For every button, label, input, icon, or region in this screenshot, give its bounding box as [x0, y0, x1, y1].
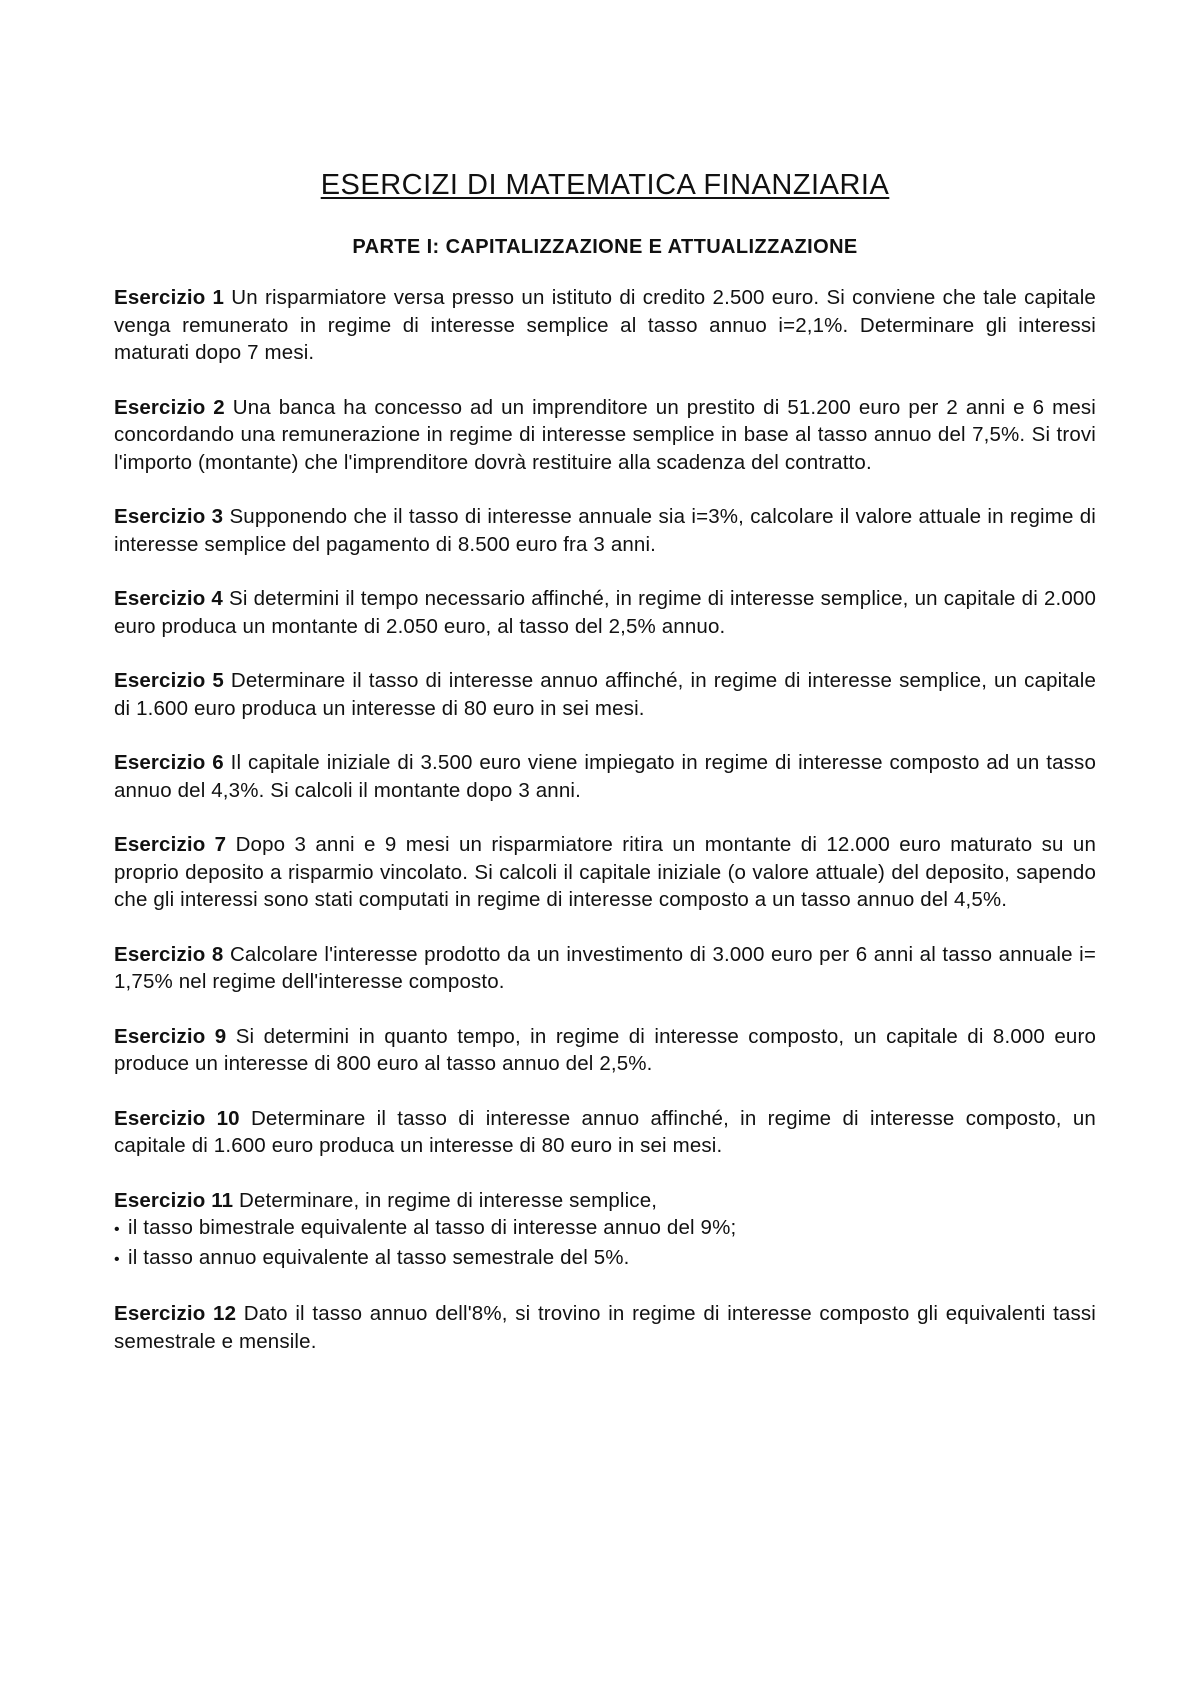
exercise-label: Esercizio 9	[114, 1024, 227, 1048]
exercise-7	[114, 831, 1096, 914]
exercise-label: Esercizio 2	[114, 395, 225, 419]
exercise-text: Determinare il tasso di interesse annuo affinché, in regime di interesse semplice, un capitale di 1.600 euro produca un interesse di 80 euro in sei mesi.	[114, 669, 1096, 720]
exercise-text: Dopo 3 anni e 9 mesi un risparmiatore ritira un montante di 12.000 euro maturato su un proprio deposito a risparmio vincolato. Si calcoli il capitale iniziale (o valore attuale) del deposito, sapendo che gli interessi sono stati computati in regime di interesse composto a un tasso annuo del 4,5%.	[114, 833, 1097, 911]
exercise-12	[114, 1300, 1096, 1355]
exercise-text: Si determini in quanto tempo, in regime di interesse composto, un capitale di 8.000 euro produce un interesse di 800 euro al tasso annuo del 2,5%.	[114, 1024, 1096, 1075]
list-item	[114, 1214, 1096, 1244]
exercise-1	[114, 284, 1096, 367]
document-title: ESERCIZI DI MATEMATICA FINANZIARIA	[320, 169, 890, 201]
exercise-text: Calcolare l'interesse prodotto da un investimento di 3.000 euro per 6 anni al tasso annuale i= 1,75% nel regime dell'interesse composto.	[114, 942, 1096, 993]
list-item-text: il tasso annuo equivalente al tasso semestrale del 5%.	[128, 1245, 630, 1269]
exercise-text: Supponendo che il tasso di interesse annuale sia i=3%, calcolare il valore attuale in regime di interesse semplice del pagamento di 8.500 euro fra 3 anni.	[114, 505, 1097, 556]
exercise-label: Esercizio 7	[114, 833, 227, 856]
exercise-label: Esercizio 4	[114, 587, 223, 610]
exercise-label: Esercizio 6	[114, 751, 224, 774]
exercise-text: Determinare il tasso di interesse annuo affinché, in regime di interesse composto, un capitale di 1.600 euro produca un interesse di 80 euro in sei mesi.	[114, 1106, 1096, 1157]
exercise-label: Esercizio 11	[114, 1188, 234, 1212]
exercise-10	[114, 1105, 1096, 1160]
exercise-4	[114, 585, 1096, 640]
exercise-text: Si determini il tempo necessario affinché, in regime di interesse semplice, un capitale di 2.000 euro produca un montante di 2.050 euro, al tasso del 2,5% annuo.	[114, 587, 1096, 638]
exercise-9	[114, 1023, 1096, 1078]
exercise-3	[114, 503, 1096, 558]
exercise-text: Il capitale iniziale di 3.500 euro viene impiegato in regime di interesse composto ad un tasso annuo del 4,3%. Si calcoli il montante dopo 3 anni.	[114, 751, 1096, 802]
exercise-label: Esercizio 8	[114, 942, 224, 966]
exercise-label: Esercizio 12	[114, 1302, 237, 1325]
exercise-5	[114, 667, 1096, 722]
exercise-text: Una banca ha concesso ad un imprenditore un prestito di 51.200 euro per 2 anni e 6 mesi concordando una remunerazione in regime di interesse semplice in base al tasso annuo del 7,5%. Si trovi l'importo (montante) che l'imprenditore dovrà restituire alla scadenza del contratto.	[114, 395, 1096, 474]
exercise-text: Determinare, in regime di interesse semplice,	[239, 1188, 658, 1212]
exercise-2	[114, 394, 1096, 477]
section-title: PARTE I: CAPITALIZZAZIONE E ATTUALIZZAZIONE	[352, 236, 858, 258]
exercise-label: Esercizio 3	[114, 505, 224, 528]
exercise-label: Esercizio 10	[114, 1106, 240, 1130]
document-page	[114, 168, 1096, 1382]
list-item	[114, 1244, 1096, 1274]
exercise-label: Esercizio 5	[114, 669, 224, 692]
exercise-6	[114, 749, 1096, 804]
exercise-8	[114, 941, 1096, 996]
exercise-text: Un risparmiatore versa presso un istituto di credito 2.500 euro. Si conviene che tale capitale venga remunerato in regime di interesse semplice al tasso annuo i=2,1%. Determinare gli interessi maturati dopo 7 mesi.	[114, 286, 1096, 364]
list-item-text: il tasso bimestrale equivalente al tasso di interesse annuo del 9%;	[128, 1216, 737, 1239]
exercise-text: Dato il tasso annuo dell'8%, si trovino in regime di interesse composto gli equivalenti tassi semestrale e mensile.	[114, 1302, 1096, 1353]
exercise-label: Esercizio 1	[114, 286, 225, 309]
exercise-bullet-list	[114, 1214, 1096, 1273]
exercise-11	[114, 1187, 1096, 1274]
